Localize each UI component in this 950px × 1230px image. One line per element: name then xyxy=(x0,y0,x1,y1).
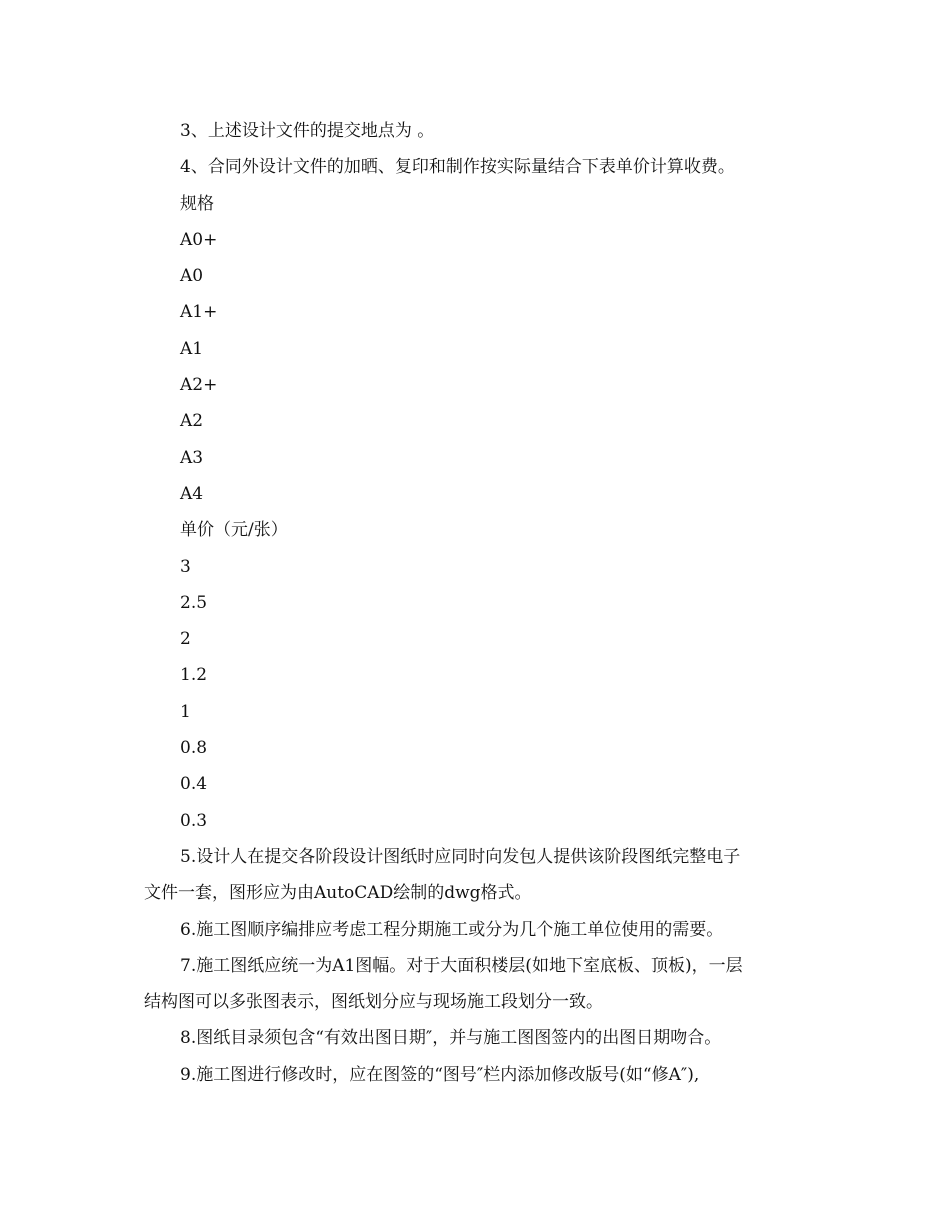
table-header-price: 单价（元/张） xyxy=(180,520,288,541)
table-cell-size: A1 xyxy=(180,338,204,359)
table-cell-size: A0+ xyxy=(180,229,218,250)
table-cell-price: 1.2 xyxy=(180,665,208,686)
paragraph-item-5-line-1: 5.设计人在提交各阶段设计图纸时应同时向发包人提供该阶段图纸完整电子 xyxy=(180,846,741,867)
table-header-size: 规格 xyxy=(180,193,214,214)
table-cell-size: A4 xyxy=(180,483,204,504)
document-body xyxy=(144,113,804,1093)
table-cell-size: A0 xyxy=(180,266,204,287)
table-cell-size: A3 xyxy=(180,447,204,468)
paragraph-item-7-line-1: 7.施工图纸应统一为A1图幅。对于大面积楼层(如地下室底板、顶板)，一层 xyxy=(180,955,743,976)
table-cell-price: 3 xyxy=(180,556,191,577)
paragraph-item-7-line-2: 结构图可以多张图表示，图纸划分应与现场施工段划分一致。 xyxy=(144,992,603,1013)
table-cell-price: 0.8 xyxy=(180,738,208,759)
paragraph-item-5-line-2: 文件一套，图形应为由AutoCAD绘制的dwg格式。 xyxy=(144,883,532,904)
table-cell-price: 1 xyxy=(180,701,191,722)
table-cell-size: A2 xyxy=(180,411,204,432)
paragraph-item-8: 8.图纸目录须包含“有效出图日期″，并与施工图图签内的出图日期吻合。 xyxy=(180,1028,722,1049)
table-cell-price: 0.4 xyxy=(180,774,208,795)
paragraph-item-3: 3、上述设计文件的提交地点为 。 xyxy=(180,121,435,141)
table-cell-price: 2.5 xyxy=(180,592,208,613)
paragraph-item-4: 4、合同外设计文件的加晒、复印和制作按实际量结合下表单价计算收费。 xyxy=(180,157,735,178)
table-cell-price: 0.3 xyxy=(180,810,208,831)
table-cell-size: A1+ xyxy=(180,302,218,323)
table-cell-size: A2+ xyxy=(180,375,218,396)
paragraph-item-6: 6.施工图顺序编排应考虑工程分期施工或分为几个施工单位使用的需要。 xyxy=(180,919,724,940)
table-cell-price: 2 xyxy=(180,629,191,650)
paragraph-item-9: 9.施工图进行修改时，应在图签的“图号″栏内添加修改版号(如“修A″), xyxy=(180,1064,700,1085)
